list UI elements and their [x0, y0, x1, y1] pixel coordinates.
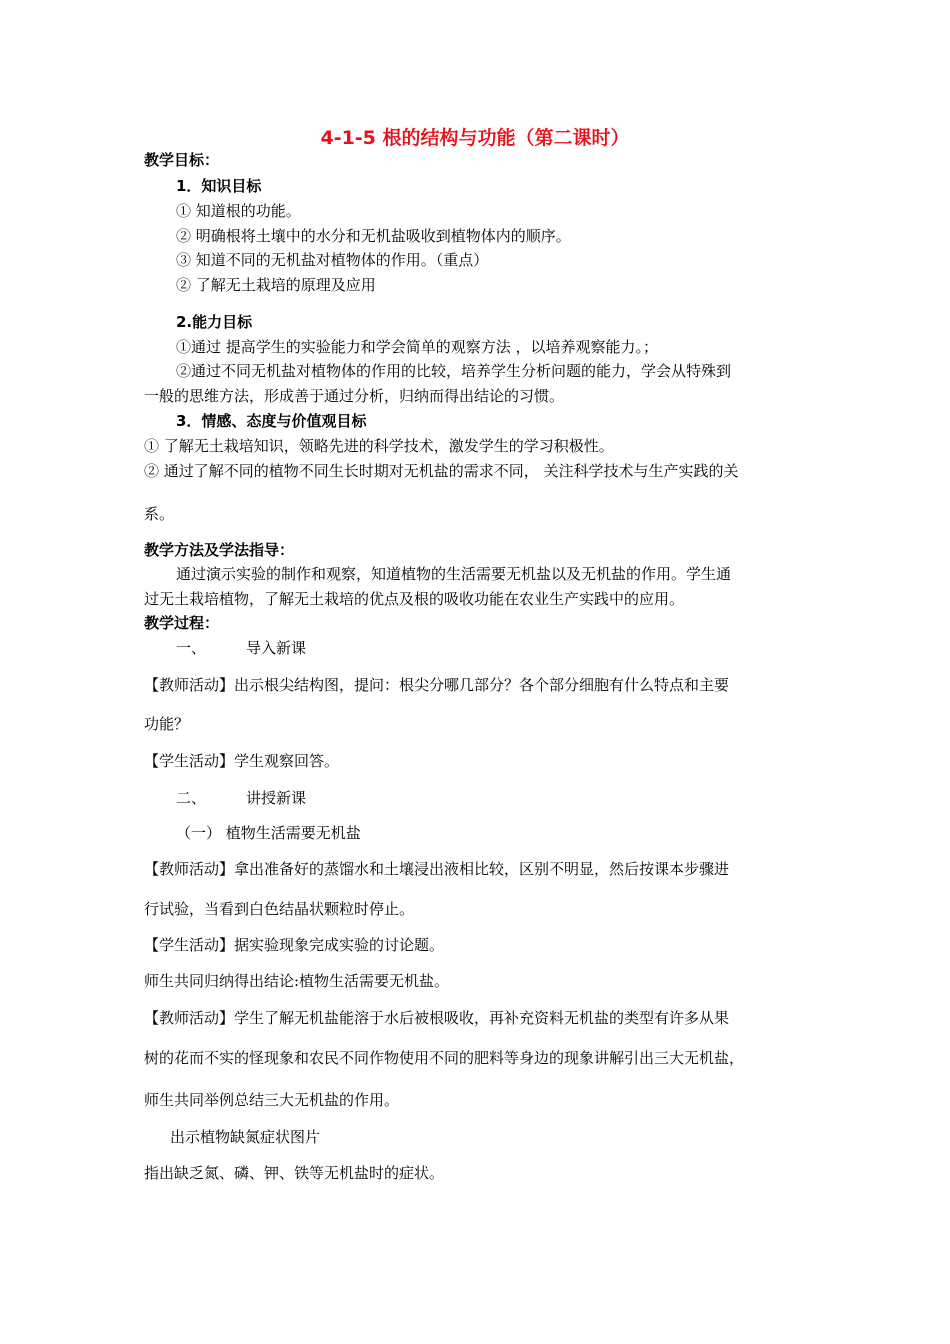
emotion-heading: 3．情感、态度与价值观目标: [176, 412, 367, 430]
methods-text: 通过演示实验的制作和观察，知道植物的生活需要无机盐以及无机盐的作用。学生通: [176, 565, 732, 583]
emotion-item: ① 了解无土栽培知识，领略先进的科学技术，激发学生的学习积极性。: [144, 437, 614, 455]
knowledge-item: ① 知道根的功能。: [176, 202, 301, 220]
knowledge-item: ② 了解无土栽培的原理及应用: [176, 276, 376, 294]
methods-heading: 教学方法及学法指导：: [144, 541, 295, 559]
emotion-item-continued: 系。: [144, 505, 175, 523]
teacher-activity: 【教师活动】学生了解无机盐能溶于水后被根吸收，再补充资料无机盐的类型有许多从果: [144, 1009, 730, 1027]
teacher-activity: 【教师活动】出示根尖结构图，提问：根尖分哪几部分？各个部分细胞有什么特点和主要: [144, 676, 730, 694]
methods-text-continued: 过无土栽培植物，了解无土栽培的优点及根的吸收功能在农业生产实践中的应用。: [144, 590, 685, 608]
subsection-title: （一） 植物生活需要无机盐: [176, 824, 361, 842]
teacher-activity-continued: 行试验，当看到白色结晶状颗粒时停止。: [144, 900, 415, 918]
objectives-heading: 教学目标：: [144, 151, 220, 169]
section-number: 二、: [176, 789, 207, 807]
student-activity: 【学生活动】学生观察回答。: [144, 752, 340, 770]
knowledge-heading: 1．知识目标: [176, 177, 262, 195]
section-number: 一、: [176, 639, 207, 657]
knowledge-item: ② 明确根将土壤中的水分和无机盐吸收到植物体内的顺序。: [176, 227, 571, 245]
ability-item: ①通过 提高学生的实验能力和学会简单的观察方法 ，以培养观察能力。；: [176, 338, 659, 356]
ability-item: ②通过不同无机盐对植物体的作用的比较，培养学生分析问题的能力，学会从特殊到: [176, 362, 732, 380]
section-title: 导入新课: [246, 639, 307, 657]
emotion-item: ② 通过了解不同的植物不同生长时期对无机盐的需求不同， 关注科学技术与生产实践的关: [144, 462, 739, 480]
teacher-activity-continued: 功能？: [144, 715, 190, 733]
ability-heading: 2.能力目标: [176, 313, 253, 331]
point-text: 指出缺乏氮、磷、钾、铁等无机盐时的症状。: [144, 1164, 445, 1182]
knowledge-item: ③ 知道不同的无机盐对植物体的作用。（重点）: [176, 251, 489, 269]
teacher-activity-continued: 树的花而不实的怪现象和农民不同作物使用不同的肥料等身边的现象讲解引出三大无机盐，: [144, 1049, 745, 1067]
ability-item-continued: 一般的思维方法，形成善于通过分析，归纳而得出结论的习惯。: [144, 387, 565, 405]
conclusion-text: 师生共同归纳得出结论:植物生活需要无机盐。: [144, 972, 450, 990]
show-text: 出示植物缺氮症状图片: [170, 1128, 321, 1146]
teacher-activity-continued: 师生共同举例总结三大无机盐的作用。: [144, 1091, 400, 1109]
page-title: 4-1-5 根的结构与功能（第二课时）: [320, 127, 630, 149]
student-activity: 【学生活动】据实验现象完成实验的讨论题。: [144, 936, 445, 954]
teacher-activity: 【教师活动】拿出准备好的蒸馏水和土壤浸出液相比较，区别不明显，然后按课本步骤进: [144, 860, 730, 878]
section-title: 讲授新课: [246, 789, 307, 807]
process-heading: 教学过程：: [144, 614, 220, 632]
